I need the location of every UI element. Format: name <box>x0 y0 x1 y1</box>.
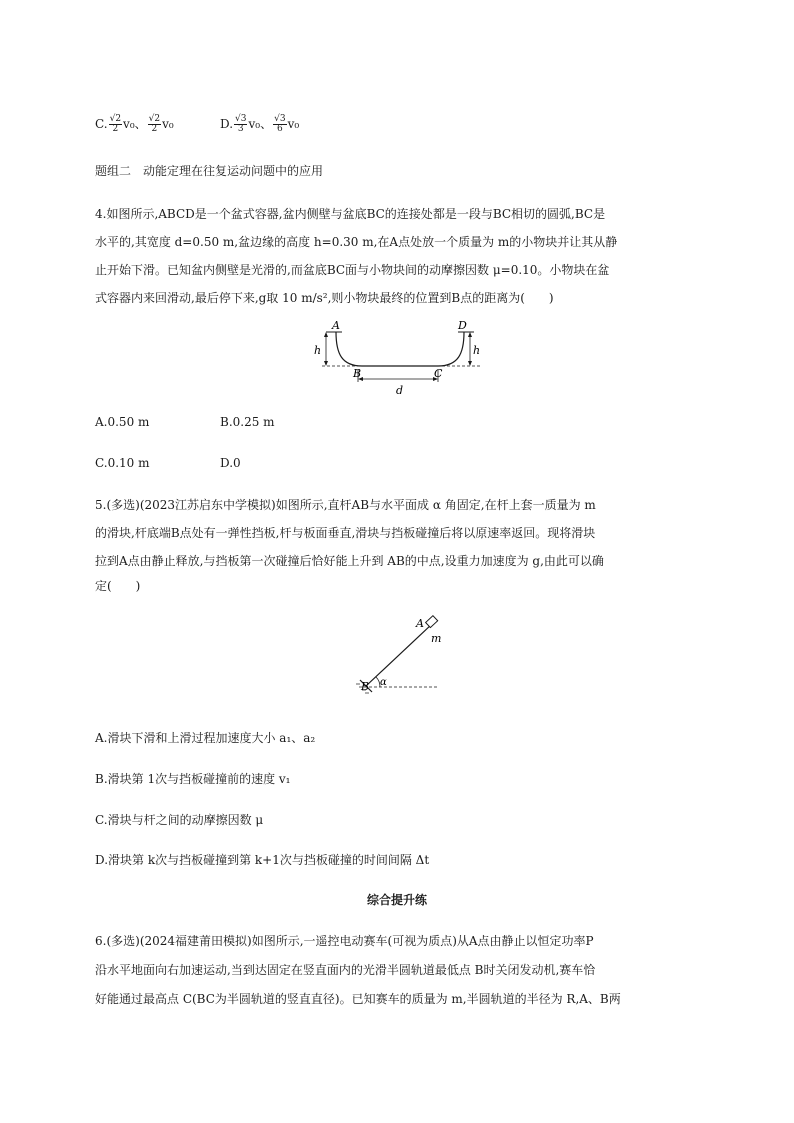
option-d[interactable]: D.滑块第 k次与挡板碰撞到第 k+1次与挡板碰撞的时间间隔 Δt <box>95 853 430 867</box>
label-a: A <box>416 617 424 630</box>
question-text-line: 5.(多选)(2023江苏启东中学模拟)如图所示,直杆AB与水平面成 α 角固定,在杆上套一质量为 m <box>95 498 596 512</box>
option-a[interactable]: A.0.50 m <box>95 415 150 429</box>
label-d-width: d <box>396 384 404 397</box>
question-text-line: 止开始下滑。已知盆内侧壁是光滑的,而盆底BC面与小物块间的动摩擦因数 μ=0.10。小物块在盆 <box>95 263 610 277</box>
question-text-line: 拉到A点由静止释放,与挡板第一次碰撞后恰好能上升到 AB的中点,设重力加速度为 g,由此可以确 <box>95 554 604 568</box>
option-c[interactable]: C.0.10 m <box>95 456 150 470</box>
label-h-right: h <box>473 344 481 357</box>
label-b: B <box>353 367 362 380</box>
option-d-prev[interactable]: D. $\frac{√3}{3}$ v₀、 $\frac{√3}{6}$ v₀ <box>220 114 300 134</box>
option-label: C. <box>95 117 108 131</box>
option-c[interactable]: C.滑块与杆之间的动摩擦因数 μ <box>95 813 264 827</box>
question-text-line: 的滑块,杆底端B点处有一弹性挡板,杆与板面垂直,滑块与挡板碰撞后将以原速率返回。现将滑块 <box>95 526 596 540</box>
question-text-line: 式容器内来回滑动,最后停下来,g取 10 m/s²,则小物块最终的位置到B点的距离为( ) <box>95 291 554 305</box>
label-b: B <box>361 680 370 693</box>
option-c-prev[interactable]: C. $\frac{√2}{2}$ v₀、 $\frac{√2}{2}$ v₀ <box>95 114 174 134</box>
label-m: m <box>431 632 442 645</box>
option-b[interactable]: B.0.25 m <box>220 415 275 429</box>
question-text-line: 水平的,其宽度 d=0.50 m,盆边缘的高度 h=0.30 m,在A点处放一个质量为 m的小物块并让其从静 <box>95 235 618 249</box>
option-b[interactable]: B.滑块第 1次与挡板碰撞前的速度 v₁ <box>95 772 291 786</box>
label-d: D <box>458 319 467 332</box>
rod-diagram <box>350 612 445 702</box>
label-h-left: h <box>314 344 322 357</box>
fraction: $\frac{√2}{2}$ <box>109 114 122 134</box>
question-text-line: 6.(多选)(2024福建莆田模拟)如图所示,一遥控电动赛车(可视为质点)从A点由静止以恒定功率P <box>95 934 594 948</box>
section-heading: 题组二 动能定理在往复运动问题中的应用 <box>95 164 324 178</box>
option-a[interactable]: A.滑块下滑和上滑过程加速度大小 a₁、a₂ <box>95 731 316 745</box>
fraction: $\frac{√2}{2}$ <box>148 114 161 134</box>
basin-diagram <box>310 318 490 400</box>
question-text-line: 定( ) <box>95 579 141 593</box>
question-text-line: 4.如图所示,ABCD是一个盆式容器,盆内侧壁与盆底BC的连接处都是一段与BC相切的圆弧,BC是 <box>95 207 606 221</box>
question-text-line: 好能通过最高点 C(BC为半圆轨道的竖直直径)。已知赛车的质量为 m,半圆轨道的半径为 R,A、B两 <box>95 992 621 1006</box>
option-label: D. <box>220 117 234 131</box>
label-c: C <box>434 367 443 380</box>
label-alpha: α <box>380 677 387 688</box>
fraction: $\frac{√3}{3}$ <box>235 114 247 134</box>
question-text-line: 沿水平地面向右加速运动,当到达固定在竖直面内的光滑半圆轨道最低点 B时关闭发动机,赛车恰 <box>95 963 596 977</box>
label-a: A <box>332 319 340 332</box>
option-d[interactable]: D.0 <box>220 456 241 470</box>
fraction: $\frac{√3}{6}$ <box>274 114 286 134</box>
section-heading-comprehensive: 综合提升练 <box>366 893 427 907</box>
